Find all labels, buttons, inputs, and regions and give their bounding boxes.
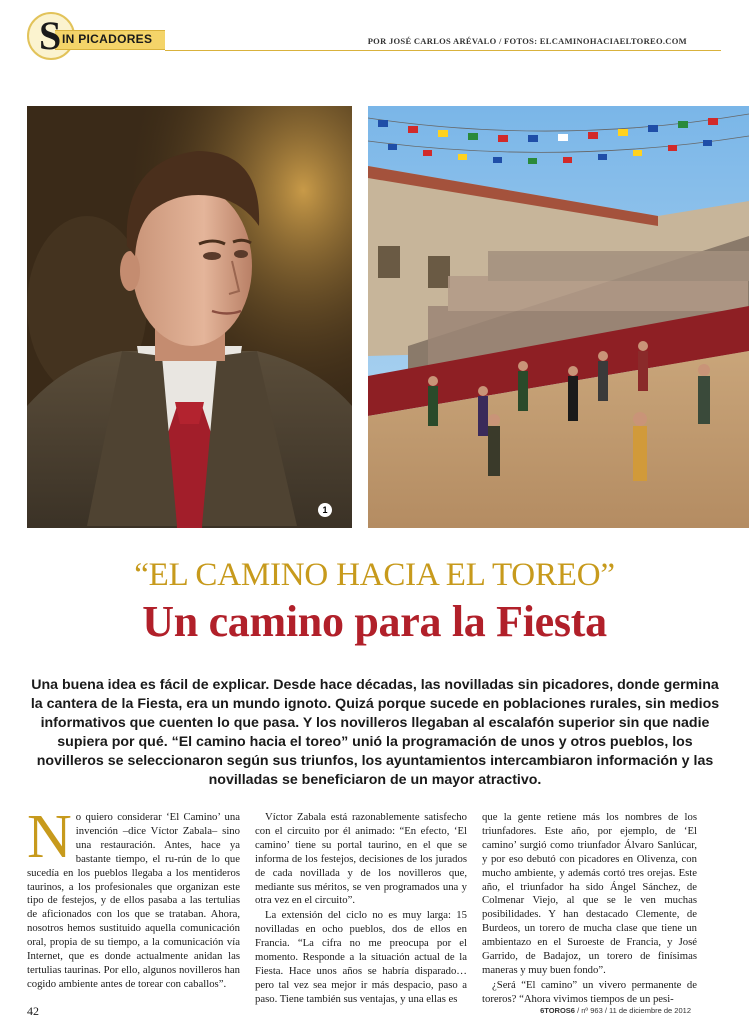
article-column-1 xyxy=(27,803,240,993)
bullring-photo xyxy=(368,106,749,528)
portrait-illustration xyxy=(27,106,352,528)
portrait-photo xyxy=(27,106,352,528)
section-logo-letter: S xyxy=(39,13,62,58)
section-label: IN PICADORES xyxy=(62,32,153,46)
page-number: 42 xyxy=(27,1004,39,1018)
photo-number-marker: 1 xyxy=(318,503,332,517)
byline: POR JOSÉ CARLOS ARÉVALO / FOTOS: ELCAMINOHACIAELTOREO.COM xyxy=(367,36,687,46)
article-lede: Una buena idea es fácil de explicar. Desde hace décadas, las novilladas sin picadores, donde germina la cantera de la Fiesta, era un mundo ignoto. Quizá porque sucede en poblaciones rurales, sin medios informativos que cuenten lo que pasa. Y los novilleros llegaban al escalafón superior sin que nadie supiera por qué. “El camino hacia el toreo” unió la programación de unos y otros pueblos, los novilleros se seleccionaron según sus triunfos, los ayuntamientos intercambiaron información y las novilladas se beneficiaron de un mayor atractivo. xyxy=(30,677,720,788)
article-column-2 xyxy=(255,811,467,1008)
drop-cap: N xyxy=(27,803,72,871)
header-rule xyxy=(165,50,721,51)
issue-date: / nº 963 / 11 de diciembre de 2012 xyxy=(577,1006,691,1015)
magazine-name: 6TOROS6 xyxy=(540,1006,575,1015)
footer-issue-info xyxy=(540,1006,691,1015)
article-kicker: “EL CAMINO HACIA EL TOREO” xyxy=(134,557,615,593)
column-1-paragraph: o quiero considerar ‘El Camino’ una invención –dice Víctor Zabala– sino una restauración. Antes, hace ya bastante tiempo, el ru-rún de lo que sucedía en los pueblos llegaba a los mentideros taurinos, a los profesionales que organizan este tipo de festejos, y de ellos pasaba a las tertulias de aficionados con los que se trataban. Ahora, nosotros hemos sustituido aquella comunicación oral, propia de su tiempo, a la comunicación vía Internet, que es donde actualmente anidan las tertulias taurinas. Por ello, algunos novilleros han cogido ambiente antes de torear con caballos”. xyxy=(27,811,240,990)
bullring-illustration xyxy=(368,106,749,528)
column-2-paragraph-1: Víctor Zabala está razonablemente satisfecho con el circuito por él animado: “En efecto, ‘El camino’ tiene su portal taurino, en el que se informa de los festejos, decisiones de los jurados de cada novillada y de los novilleros que, mediante sus méritos, se ven programados una y otra vez en el circuito”. xyxy=(255,811,467,907)
article-headline: Un camino para la Fiesta xyxy=(142,597,607,646)
column-3-paragraph-1: que la gente retiene más los nombres de los triunfadores. Este año, por ejemplo, de ‘El camino’ surgió como triunfador Álvaro Sanlúcar, y por eso debutó con picadores en Olivenza, con mucho ambiente, y además cortó tres orejas. Este año, el triunfador ha sido Ángel Sánchez, de Colmenar Viejo, al que se le ven muchas posibilidades. Y han destacado Clemente, de Burdeos, un torero de mucha clase que tiene un ambientazo en el Suroeste de Francia, y José Garrido, de Badajoz, un torero de finísimas maneras y muy buen fondo”. xyxy=(482,811,697,976)
column-3-paragraph-2: ¿Será “El camino” un vivero permanente de toreros? “Ahora vivimos tiempos de un pesi- xyxy=(482,978,697,1005)
article-column-3 xyxy=(482,811,697,1008)
column-2-paragraph-2: La extensión del ciclo no es muy larga: 15 novilladas en ocho pueblos, dos de ellos en Francia. “La cifra no me preocupa por el momento. Responde a la situación actual de la Fiesta. Hace unos años se habría disparado… pero tal vez sea mejor ir más despacio, paso a paso. Tiene también sus ventajas, y una ellas es xyxy=(255,909,467,1005)
